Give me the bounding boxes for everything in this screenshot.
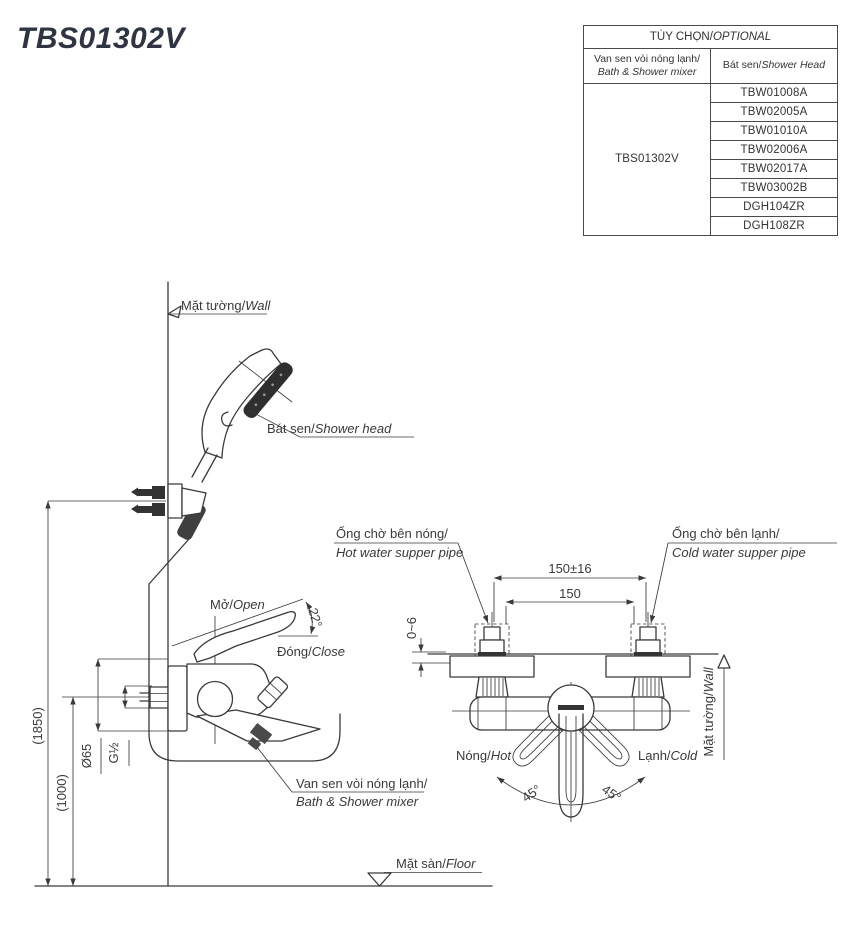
angle-45-right: 45° [599,781,624,806]
shower-head-label-group [250,411,414,437]
mixer-model-cell: TBS01302V [584,84,711,236]
hot-pipe-label-en: Hot water supper pipe [336,545,464,560]
dim-dia65: Ø65 [79,743,94,769]
shower-head-cell: TBW01008A [711,84,838,103]
col2-vi: Bát sen/ [722,59,762,72]
shower-wand [202,349,281,458]
shower-head-cell: TBW02005A [711,103,838,122]
swing-arc-group [456,748,698,805]
caption-en: OPTIONAL [712,30,772,43]
fitting-stem [640,627,656,640]
wall-label: Mặt tường/Wall [181,298,271,313]
side-view [30,282,492,886]
caption-vi: TÙY CHỌN/ [649,30,713,43]
dim-g12: G½ [106,742,121,764]
hot-label: Nóng/Hot [456,748,511,763]
shower-head-cell: DGH108ZR [711,217,838,236]
wall-arrow-icon [168,306,181,318]
bracket-plate [168,484,182,518]
shower-head-cell: TBW03002B [711,179,838,198]
angle-22-label: 22° [305,606,326,630]
fitting-stem [484,627,500,640]
shower-head-cell: TBW02017A [711,160,838,179]
cold-pipe-leader [651,543,668,623]
cold-pipe-label-en: Cold water supper pipe [672,545,806,560]
wall-right-arrow-icon [718,655,730,668]
fitting-body [636,640,660,653]
mixer-label-group [257,747,428,809]
cold-pipe-label-vi: Ống chờ bên lạnh/ [672,526,780,541]
fitting-body [480,640,504,653]
angle-45-left: 45° [519,781,544,806]
floor-label: Mặt sàn/Floor [396,856,476,871]
dim-150: 150 [559,586,581,601]
hot-pipe-label-vi: Ống chờ bên nóng/ [336,526,448,541]
mixer-label-en: Bath & Shower mixer [296,794,419,809]
ext-150 [506,606,634,624]
escutcheon-plate [168,666,187,731]
col1-vi: Van sen vòi nóng lạnh/ [593,52,701,65]
page-title: TBS01302V [17,22,185,55]
shower-head-cell: TBW01010A [711,122,838,141]
anchor-screw-top [131,486,165,499]
wall-right-group [701,655,730,760]
col2-en: Shower Head [761,59,826,72]
mixer-label-vi: Van sen vòi nóng lạnh/ [296,776,428,791]
floor-symbol-icon [368,873,391,886]
hot-pipe-label-group [334,526,488,623]
handle-base-mark [558,705,584,710]
dim-1850: (1850) [30,707,45,745]
anchor-screw-bottom [131,503,165,516]
floor-label-group [368,856,482,886]
wall-right-label: Mặt tường/Wall [701,667,716,757]
cold-label: Lạnh/Cold [638,748,698,763]
wall-label-group [168,298,271,318]
col1-en: Bath & Shower mixer [597,66,697,78]
open-label: Mở/Open [210,597,265,612]
shower-head-label: Bát sen/Shower head [267,421,392,436]
dim-1000: (1000) [54,774,69,812]
close-label: Đóng/Close [277,644,345,659]
cold-pipe-label-group [651,526,837,623]
cold-escutcheon [606,656,690,697]
hot-escutcheon [450,656,534,697]
body-joint-circle [198,682,233,717]
supply-hex [150,687,168,708]
dim-150-16: 150±16 [548,561,592,576]
hot-pipe-leader [458,543,488,623]
dim-0-6: 0~6 [404,616,419,640]
shower-head-cell: DGH104ZR [711,198,838,217]
shower-head-cell: TBW02006A [711,141,838,160]
